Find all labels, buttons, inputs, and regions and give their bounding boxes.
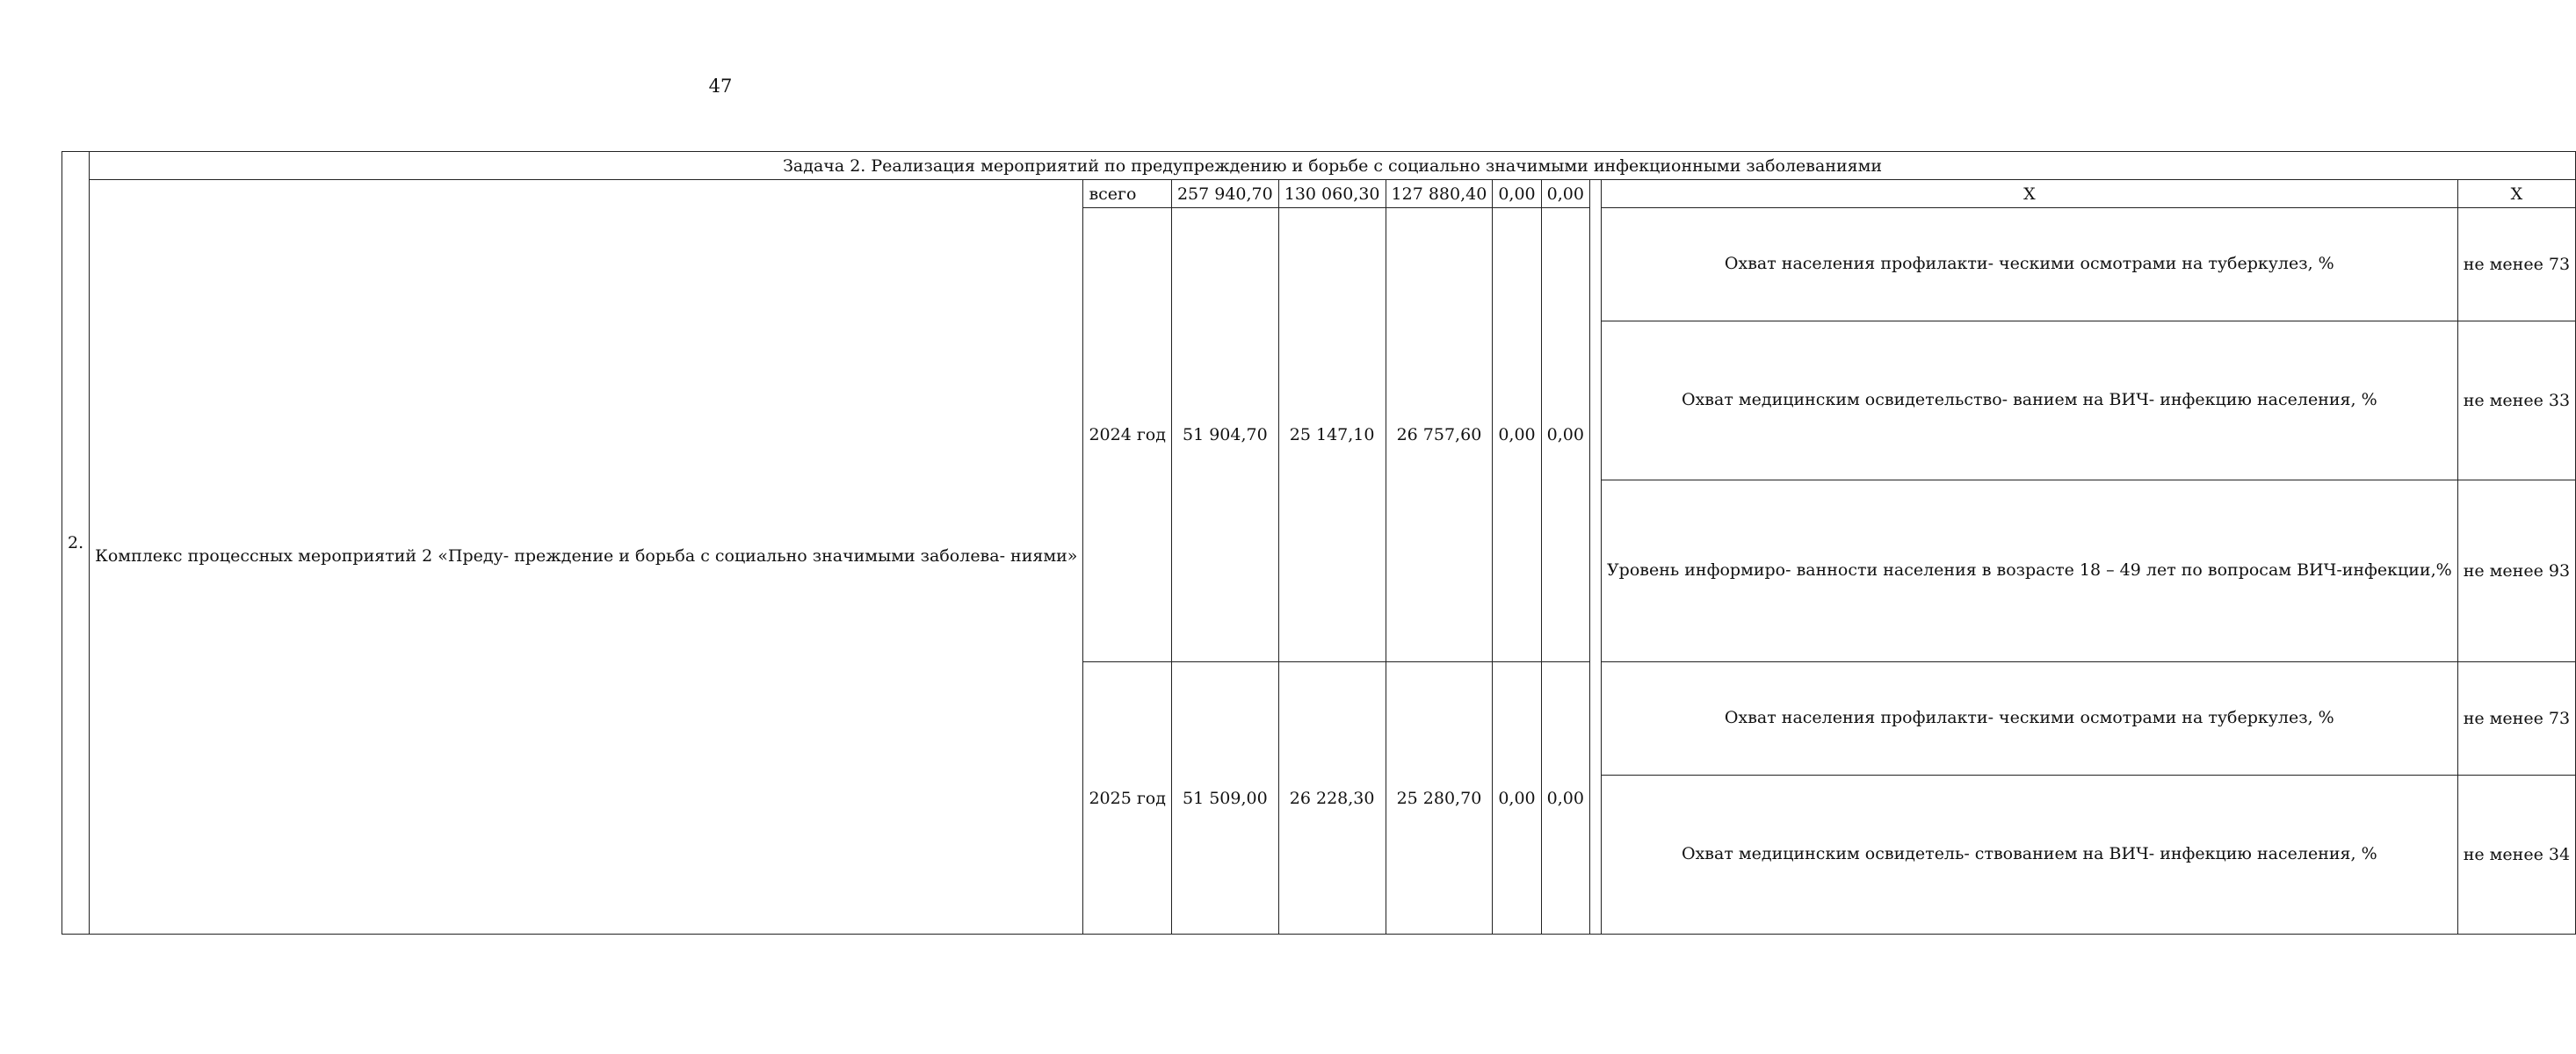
total-value: 0,00 <box>1493 180 1541 208</box>
total-value: 257 940,70 <box>1171 180 1278 208</box>
year-value: 0,00 <box>1541 208 1589 662</box>
indicator-target: не менее 73 <box>2457 208 2575 321</box>
indicator-name: Охват населения профилакти- ческими осмотрами на туберкулез, % <box>1601 662 2457 776</box>
total-value: 0,00 <box>1541 180 1589 208</box>
indicator-name: Охват медицинским освидетель- ствованием на ВИЧ- инфекцию населения, % <box>1601 776 2457 935</box>
page-number: 47 <box>708 76 733 97</box>
indicator-name: Охват медицинским освидетельство- ванием на ВИЧ- инфекцию населения, % <box>1601 321 2457 480</box>
program-table <box>62 151 2576 935</box>
total-row <box>62 180 2576 208</box>
year-value: 26 757,60 <box>1386 208 1493 662</box>
year-value: 25 280,70 <box>1386 662 1493 935</box>
indicator-target: не менее 34 <box>2457 776 2575 935</box>
year-value: 26 228,30 <box>1278 662 1386 935</box>
year-value: 0,00 <box>1541 662 1589 935</box>
task-row <box>62 152 2576 180</box>
year-value: 51 904,70 <box>1171 208 1278 662</box>
indicator-name: Уровень информиро- ванности населения в возрасте 18 – 49 лет по вопросам ВИЧ-инфекции,% <box>1601 480 2457 662</box>
year-value: 51 509,00 <box>1171 662 1278 935</box>
row-number: 2. <box>62 152 90 935</box>
total-indicator: Х <box>1601 180 2457 208</box>
total-label: всего <box>1083 180 1172 208</box>
year-label: 2025 год <box>1083 662 1172 935</box>
task-title: Задача 2. Реализация мероприятий по предупреждению и борьбе с социально значимыми инфекционными заболеваниями <box>90 152 2576 180</box>
total-value: 130 060,30 <box>1278 180 1386 208</box>
indicator-target: не менее 33 <box>2457 321 2575 480</box>
indicator-target: не менее 73 <box>2457 662 2575 776</box>
indicator-target: не менее 93 <box>2457 480 2575 662</box>
total-target: Х <box>2457 180 2575 208</box>
year-value: 0,00 <box>1493 662 1541 935</box>
indicator-name: Охват населения профилакти- ческими осмотрами на туберкулез, % <box>1601 208 2457 321</box>
empty-cell <box>1589 180 1601 935</box>
year-value: 25 147,10 <box>1278 208 1386 662</box>
total-value: 127 880,40 <box>1386 180 1493 208</box>
year-value: 0,00 <box>1493 208 1541 662</box>
year-label: 2024 год <box>1083 208 1172 662</box>
program-name: Комплекс процессных мероприятий 2 «Преду- преждение и борьба с социально значимыми заболева- ниями» <box>90 180 1083 935</box>
